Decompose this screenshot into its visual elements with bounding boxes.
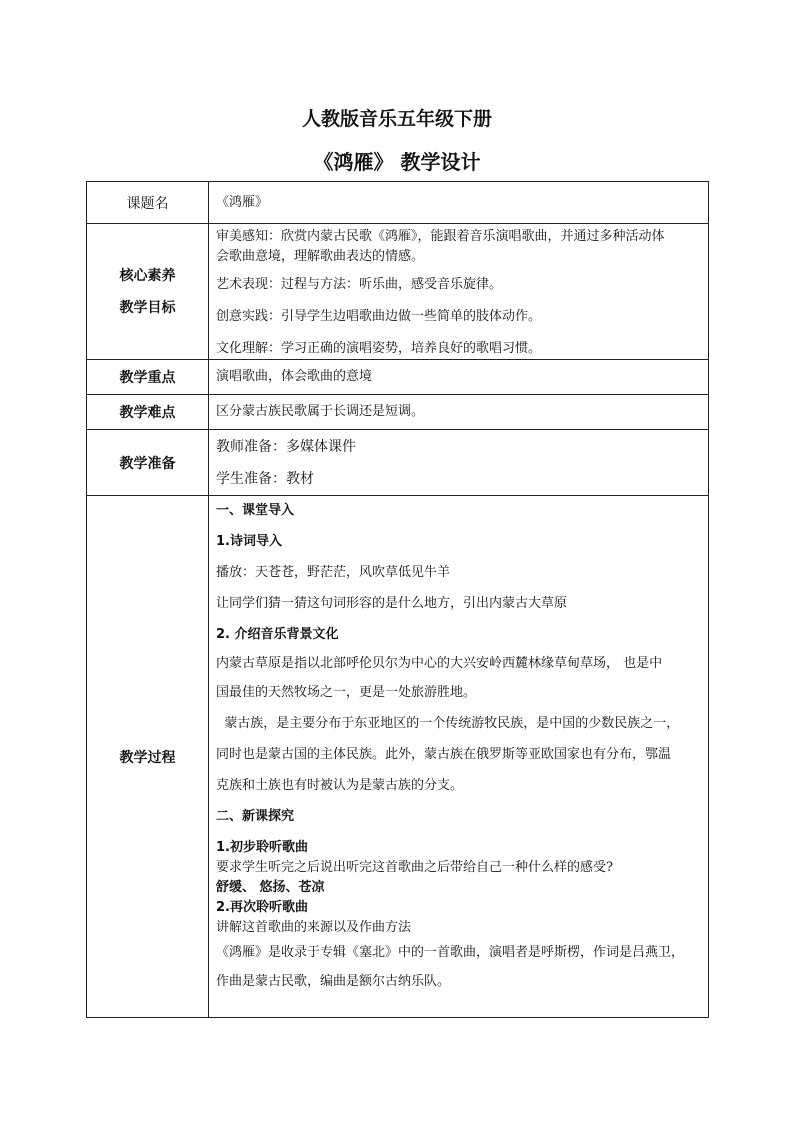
label-process: 教学过程 [87, 496, 209, 1018]
label-goals [87, 224, 209, 360]
culture-p1-line1: 内蒙古草原是指以北部呼伦贝尔为中心的大兴安岭西麓林缘草甸草场， 也是中 [216, 656, 663, 671]
label-key-point: 教学重点 [87, 360, 209, 395]
value-preparation [209, 430, 709, 496]
culture-p2-line3: 克族和土族也有时被认为是蒙古族的分支。 [216, 778, 464, 793]
label-topic: 课题名 [87, 182, 209, 224]
prep-student: 学生准备：教材 [216, 470, 314, 487]
doc-title: 人教版音乐五年级下册 [301, 108, 492, 130]
process-sub-1: 1.诗词导入 [216, 534, 282, 549]
row-process [87, 496, 709, 1018]
culture-p2-line2: 同时也是蒙古国的主体民族。此外，蒙古族在俄罗斯等亚欧国家也有分布，鄂温 [216, 747, 672, 762]
process-listen-question: 要求学生听完之后说出听完这首歌曲之后带给自己一种什么样的感受? [216, 860, 613, 875]
prep-teacher: 教师准备：多媒体课件 [216, 438, 356, 455]
label-goals-line1: 核心素养 [119, 267, 176, 284]
process-poem: 播放：天苍苍，野茫茫，风吹草低见牛羊 [216, 565, 451, 580]
process-section-2: 二、新课探究 [216, 809, 295, 824]
source-line1: 《鸿雁》是收录于专辑《塞北》中的一首歌曲，演唱者是呼斯楞，作词是吕燕卫， [216, 945, 685, 960]
row-goals [87, 224, 709, 360]
process-feeling: 舒缓、 悠扬、苍凉 [216, 880, 325, 895]
value-key-point [209, 360, 709, 395]
topic-text: 《鸿雁》 [216, 194, 269, 210]
key-point-text: 演唱歌曲，体会歌曲的意境 [216, 369, 373, 384]
value-process [209, 496, 709, 1018]
value-topic [209, 182, 709, 224]
label-goals-line2: 教学目标 [119, 299, 176, 316]
row-preparation [87, 430, 709, 496]
process-sub-2: 2. 介绍音乐背景文化 [216, 627, 339, 642]
process-section-1: 一、课堂导入 [216, 503, 295, 518]
goal-creative: 创意实践：引导学生边唱歌曲边做一些简单的肢体动作。 [216, 309, 542, 324]
process-sub-3: 1.初步聆听歌曲 [216, 840, 308, 855]
process-sub-4: 2.再次聆听歌曲 [216, 900, 308, 915]
row-topic [87, 182, 709, 224]
goal-art: 艺术表现：过程与方法：听乐曲，感受音乐旋律。 [216, 277, 503, 292]
label-preparation: 教学准备 [87, 430, 209, 496]
culture-p2-line1: 蒙古族，是主要分布于东亚地区的一个传统游牧民族，是中国的少数民族之一， [216, 716, 680, 731]
source-line2: 作曲是蒙古民歌，编曲是额尔古纳乐队。 [216, 974, 451, 989]
row-key-point [87, 360, 709, 395]
doc-subtitle: 《鸿雁》 教学设计 [313, 150, 481, 174]
culture-p1-line2: 国最佳的天然牧场之一，更是一处旅游胜地。 [216, 685, 477, 700]
row-difficulty [87, 395, 709, 430]
difficulty-text: 区分蒙古族民歌属于长调还是短调。 [216, 404, 425, 419]
process-poem-question: 让同学们猜一猜这句词形容的是什么地方，引出内蒙古大草原 [216, 596, 568, 611]
process-explain: 讲解这首歌曲的来源以及作曲方法 [216, 920, 412, 935]
value-goals [209, 224, 709, 360]
value-difficulty [209, 395, 709, 430]
goal-culture: 文化理解：学习正确的演唱姿势，培养良好的歌唱习惯。 [216, 341, 542, 356]
label-difficulty: 教学难点 [87, 395, 209, 430]
goal-aesthetic-line1: 审美感知：欣赏内蒙古民歌《鸿雁》，能跟着音乐演唱歌曲，并通过多种活动体 [216, 229, 665, 244]
lesson-plan-table [86, 181, 709, 1018]
goal-aesthetic-line2: 会歌曲意境，理解歌曲表达的情感。 [216, 249, 425, 264]
